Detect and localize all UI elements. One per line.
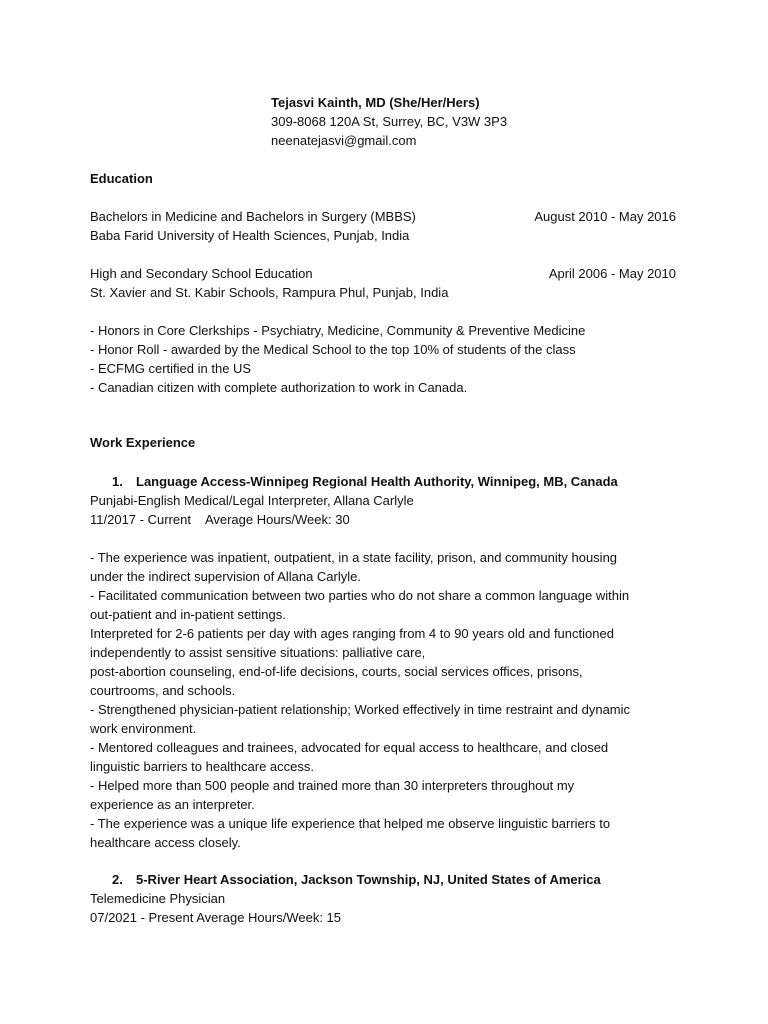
description-line: - Strengthened physician-patient relationship; Worked effectively in time restraint and dynamic	[90, 702, 631, 717]
education-dates: August 2010 - May 2016	[534, 209, 676, 224]
description-line: work environment.	[90, 721, 197, 736]
contact-header	[271, 93, 691, 150]
description-line: - The experience was a unique life experience that helped me observe linguistic barriers to	[90, 816, 611, 831]
description-line: experience as an interpreter.	[90, 797, 255, 812]
description-line: - Helped more than 500 people and trained more than 30 interpreters throughout my	[90, 778, 575, 793]
job-1	[90, 472, 690, 529]
education-institution: St. Xavier and St. Kabir Schools, Rampura Phul, Punjab, India	[90, 285, 449, 300]
job-period-line	[90, 510, 690, 529]
job-employer: Language Access-Winnipeg Regional Health Authority, Winnipeg, MB, Canada	[136, 474, 618, 489]
candidate-address: 309-8068 120A St, Surrey, BC, V3W 3P3	[271, 114, 508, 129]
list-item: - Canadian citizen with complete authorization to work in Canada.	[90, 380, 468, 395]
education-institution: Baba Farid University of Health Sciences, Punjab, India	[90, 228, 410, 243]
job-role: Punjabi-English Medical/Legal Interpreter, Allana Carlyle	[90, 493, 414, 508]
description-line: - Facilitated communication between two parties who do not share a common language within	[90, 588, 630, 603]
education-dates: April 2006 - May 2010	[548, 266, 676, 281]
description-line: independently to assist sensitive situations: palliative care,	[90, 645, 426, 660]
description-line: - The experience was inpatient, outpatient, in a state facility, prison, and community housing	[90, 550, 618, 565]
job-period-hours: 07/2021 - Present Average Hours/Week: 15	[90, 910, 342, 925]
job-number: 2.	[112, 872, 123, 887]
work-heading: Work Experience	[90, 435, 196, 450]
description-line: linguistic barriers to healthcare access.	[90, 759, 314, 774]
job-employer-line	[90, 870, 690, 889]
job-role: Telemedicine Physician	[90, 891, 226, 906]
description-line: under the indirect supervision of Allana Carlyle.	[90, 569, 361, 584]
job-number: 1.	[112, 474, 123, 489]
candidate-name: Tejasvi Kainth, MD (She/Her/Hers)	[271, 95, 480, 110]
list-item: - Honor Roll - awarded by the Medical School to the top 10% of students of the class	[90, 342, 576, 357]
job-period: 11/2017 - Current	[90, 512, 191, 527]
education-degree: High and Secondary School Education	[90, 266, 313, 281]
job-employer: 5-River Heart Association, Jackson Township, NJ, United States of America	[136, 872, 601, 887]
job-hours: Average Hours/Week: 30	[204, 512, 350, 527]
list-item: - ECFMG certified in the US	[90, 361, 252, 376]
education-degree: Bachelors in Medicine and Bachelors in Surgery (MBBS)	[90, 209, 416, 224]
education-entry-2-row	[90, 264, 676, 283]
description-line: post-abortion counseling, end-of-life decisions, courts, social services offices, prisons,	[90, 664, 583, 679]
description-line: out-patient and in-patient settings.	[90, 607, 286, 622]
job-employer-line	[90, 472, 690, 491]
description-line: healthcare access closely.	[90, 835, 241, 850]
description-line: courtrooms, and schools.	[90, 683, 236, 698]
job-2	[90, 870, 690, 927]
list-item: - Honors in Core Clerkships - Psychiatry, Medicine, Community & Preventive Medicine	[90, 323, 586, 338]
candidate-email: neenatejasvi@gmail.com	[271, 133, 417, 148]
education-heading: Education	[90, 171, 153, 186]
description-line: - Mentored colleagues and trainees, advocated for equal access to healthcare, and closed	[90, 740, 609, 755]
education-entry-1-row	[90, 207, 676, 226]
description-line: Interpreted for 2-6 patients per day with ages ranging from 4 to 90 years old and functioned	[90, 626, 614, 641]
education-bullets	[90, 321, 690, 397]
job-1-description	[90, 548, 690, 852]
